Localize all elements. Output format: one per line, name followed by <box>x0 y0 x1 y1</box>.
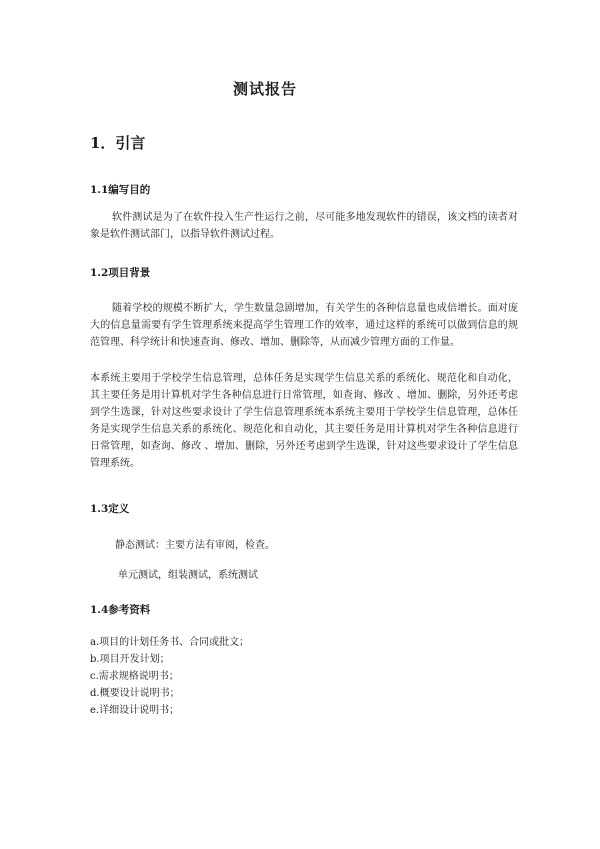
definition-static-test: 静态测试：主要方法有审阅，检查。 <box>115 540 275 551</box>
purpose-paragraph: 软件测试是为了在软件投入生产性运行之前，尽可能多地发现软件的错误，该文档的读者对象是软件测试部门，以指导软件测试过程。 <box>90 212 518 240</box>
background-paragraph-1: 随着学校的规模不断扩大，学生数量急剧增加，有关学生的各种信息量也成倍增长。面对庞大的信息量需要有学生管理系统来提高学生管理工作的效率，通过这样的系统可以做到信息的规范管理、科学统计和快速查询、修改、增加、删除等，从而减少管理方面的工作量。 <box>90 303 518 348</box>
subsection-heading-references: 1.4参考资料 <box>90 604 151 616</box>
document-title: 测试报告 <box>232 80 297 98</box>
reference-item: d.概要设计说明书； <box>90 688 180 699</box>
section-heading-introduction: 1．引言 <box>90 134 146 152</box>
reference-list <box>90 634 249 719</box>
reference-item: b.项目开发计划； <box>90 654 170 665</box>
reference-item: a.项目的计划任务书、合同或批文； <box>90 637 250 648</box>
subsection-heading-background: 1.2项目背景 <box>90 267 151 279</box>
reference-item: e.详细设计说明书； <box>90 705 180 716</box>
subsection-heading-purpose: 1.1编写目的 <box>90 184 151 196</box>
subsection-heading-definitions: 1.3定义 <box>90 503 130 515</box>
background-paragraph-2: 本系统主要用于学校学生信息管理，总体任务是实现学生信息关系的系统化、规范化和自动化，其主要任务是用计算机对学生各种信息进行日常管理，如查询、修改 、增加、删除，另外还考虑到学生选课，针对这些要求设计了学生信息管理系统本系统主要用于学校学生信息管理，总体任务是实现学生信息关系的系统化、规范化和自动化，其主要任务是用计算机对学生各种信息进行日常管理，如查询、修改 、增加、删除，另外还考虑到学生选课，针对这些要求设计了学生信息管理系统。 <box>90 373 518 469</box>
reference-item: c.需求规格说明书； <box>90 671 179 682</box>
definition-test-types: 单元测试，组装测试，系统测试 <box>118 570 258 581</box>
